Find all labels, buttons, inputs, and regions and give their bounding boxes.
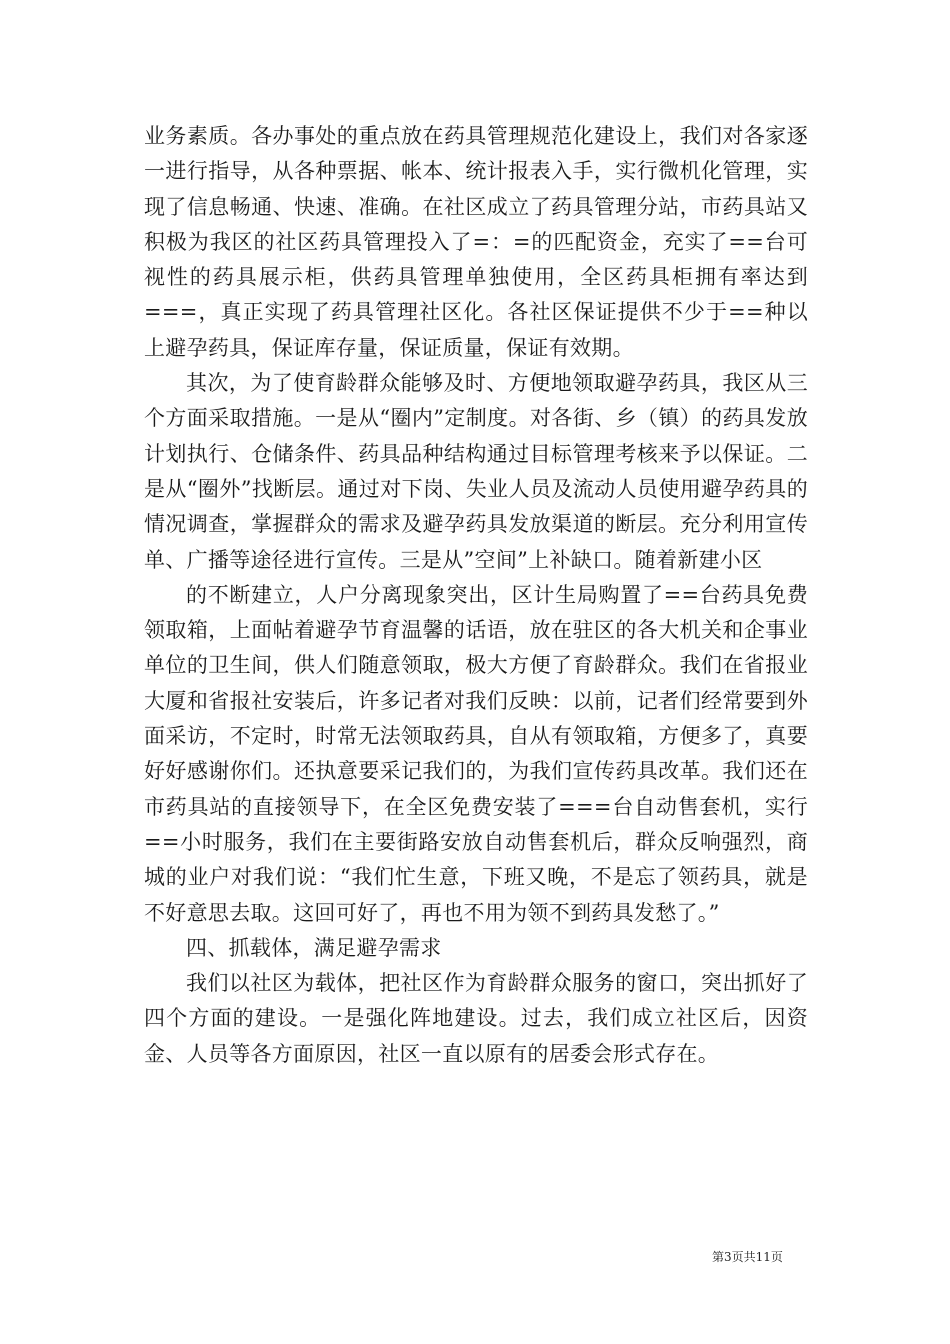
section-heading: 四、抓载体，满足避孕需求 [186,935,442,960]
page-number: 第3页共11页 [712,1250,783,1264]
paragraph-2: 其次，为了使育龄群众能够及时、方便地领取避孕药具，我区从三个方面采取措施。一是从“圈内”定制度。对各街、乡（镇）的药具发放计划执行、仓储条件、药具品种结构通过目标管理考核来予以保证。二是从“圈外”找断层。通过对下岗、失业人员及流动人员使用避孕药具的情况调查，掌握群众的需求及避孕药具发放渠道的断层。充分利用宣传单、广播等途径进行宣传。三是从”空间”上补缺口。随着新建小区 [144,371,808,572]
paragraph-3: 的不断建立，人户分离现象突出，区计生局购置了==台药具免费领取箱，上面帖着避孕节育温馨的话语，放在驻区的各大机关和企事业单位的卫生间，供人们随意领取，极大方便了育龄群众。我们在省报业大厦和省报社安装后，许多记者对我们反映：以前，记者们经常要到外面采访，不定时，时常无法领取药具，自从有领取箱，方便多了，真要好好感谢你们。还执意要采记我们的，为我们宣传药具改革。我们还在市药具站的直接领导下，在全区免费安装了===台自动售套机，实行==小时服务，我们在主要街路安放自动售套机后，群众反响强烈，商城的业户对我们说：“我们忙生意，下班又晚，不是忘了领药具，就是不好意思去取。这回可好了，再也不用为领不到药具发愁了。” [144,582,808,925]
paragraph-1: 业务素质。各办事处的重点放在药具管理规范化建设上，我们对各家逐一进行指导，从各种票据、帐本、统计报表入手，实行微机化管理，实现了信息畅通、快速、准确。在社区成立了药具管理分站，市药具站又积极为我区的社区药具管理投入了=：=的匹配资金，充实了==台可视性的药具展示柜，供药具管理单独使用，全区药具柜拥有率达到===，真正实现了药具管理社区化。各社区保证提供不少于==种以上避孕药具，保证库存量，保证质量，保证有效期。 [144,124,808,360]
document-body [144,119,808,1072]
paragraph-4: 我们以社区为载体，把社区作为育龄群众服务的窗口，突出抓好了四个方面的建设。一是强化阵地建设。过去，我们成立社区后，因资金、人员等各方面原因，社区一直以原有的居委会形式存在。 [144,971,808,1066]
